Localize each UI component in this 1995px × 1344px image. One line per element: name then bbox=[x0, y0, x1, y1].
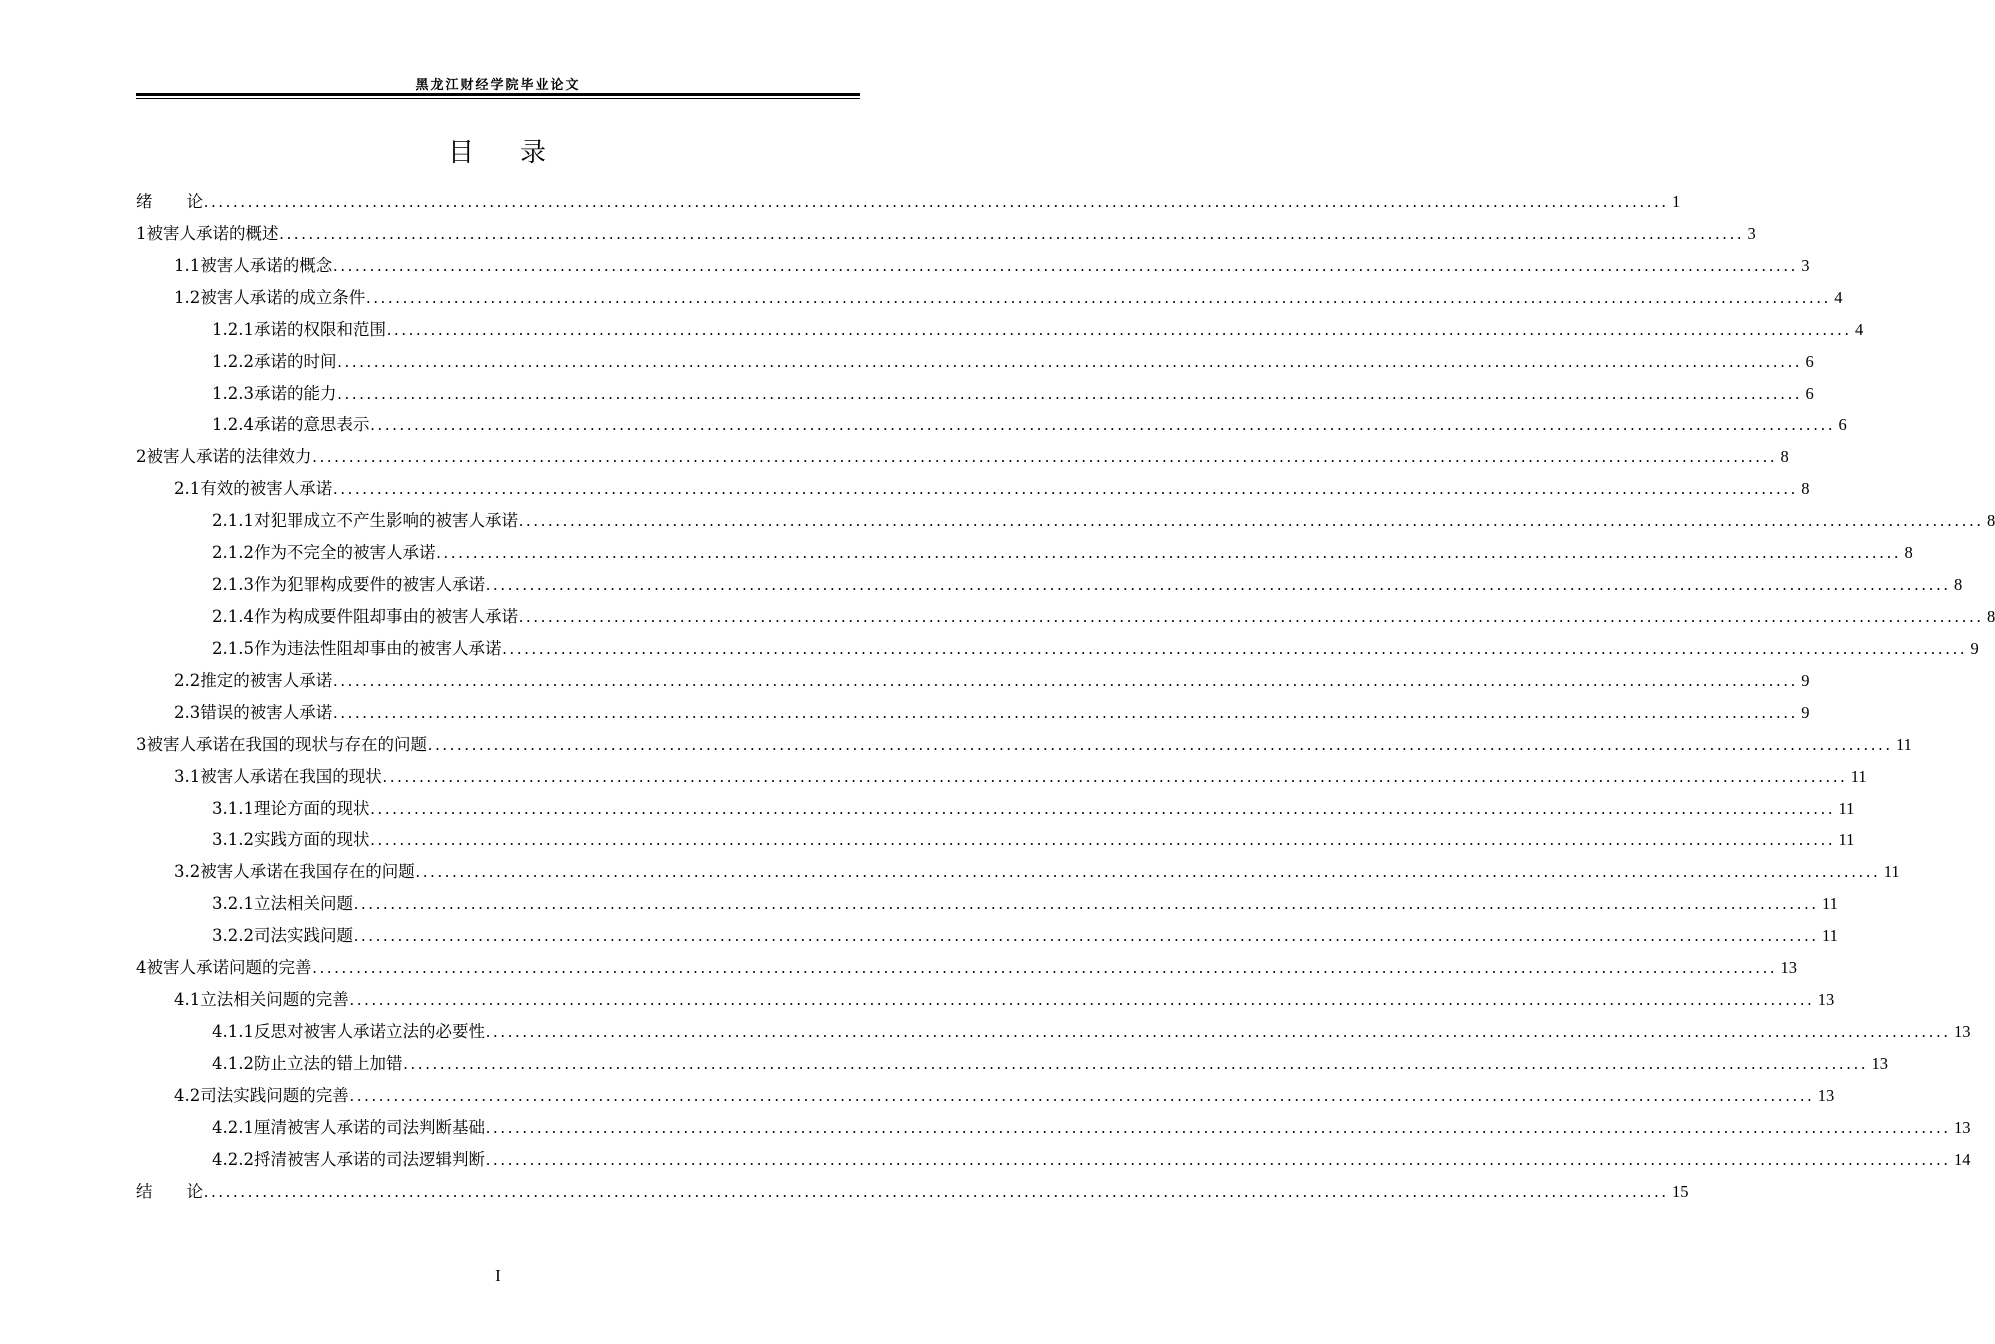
toc-entry-number: 2.1.4 bbox=[212, 606, 254, 626]
toc-entry-label: 承诺的时间 bbox=[253, 351, 337, 371]
toc-entry-label: 有效的被害人承诺 bbox=[200, 479, 333, 499]
toc-entry-number: 4.2.1 bbox=[212, 1117, 254, 1137]
toc-dot-leader: ........................................................................................................................................................................................................ bbox=[366, 287, 1832, 307]
toc-dot-leader: ........................................................................................................................................................................................................ bbox=[349, 1085, 1815, 1105]
toc-entry-page: 11 bbox=[1821, 894, 1838, 914]
toc-entry-label: 作为不完全的被害人承诺 bbox=[253, 543, 436, 563]
toc-entry-number: 4.1.2 bbox=[212, 1053, 254, 1073]
toc-entry-page: 3 bbox=[1747, 223, 1756, 243]
toc-entry-label: 司法实践问题 bbox=[253, 926, 353, 946]
toc-entry[interactable] bbox=[136, 443, 1789, 475]
toc-entry-page: 9 bbox=[1801, 702, 1810, 722]
toc-entry[interactable] bbox=[136, 858, 1900, 890]
toc-dot-leader: ........................................................................................................................................................................................................ bbox=[312, 447, 1778, 467]
toc-entry[interactable] bbox=[136, 188, 1681, 220]
toc-entry-number: 1.2.4 bbox=[212, 415, 254, 435]
toc-entry-page: 6 bbox=[1805, 351, 1814, 371]
toc-entry[interactable] bbox=[136, 220, 1756, 252]
toc-entry-number: 3.1.1 bbox=[212, 798, 254, 818]
toc-entry[interactable] bbox=[136, 571, 1963, 603]
toc-entry[interactable] bbox=[136, 475, 1810, 507]
toc-entry-number: 2.1 bbox=[174, 479, 201, 499]
toc-entry[interactable] bbox=[136, 986, 1835, 1018]
toc-entry-label: 理论方面的现状 bbox=[253, 798, 370, 818]
toc-entry-page: 9 bbox=[1970, 638, 1979, 658]
toc-dot-leader: ........................................................................................................................................................................................................ bbox=[204, 192, 1669, 211]
toc-entry-label: 捋清被害人承诺的司法逻辑判断 bbox=[253, 1149, 485, 1169]
toc-entry-label: 被害人承诺的成立条件 bbox=[200, 287, 366, 307]
toc-dot-leader: ........................................................................................................................................................................................................ bbox=[415, 862, 1881, 882]
toc-dot-leader: ........................................................................................................................................................................................................ bbox=[518, 606, 1984, 626]
toc-entry[interactable] bbox=[136, 1018, 1971, 1050]
toc-entry-page: 4 bbox=[1834, 287, 1843, 307]
toc-entry[interactable] bbox=[136, 954, 1797, 986]
toc-entry[interactable] bbox=[136, 1146, 1971, 1178]
toc-entry-label: 被害人承诺在我国的现状与存在的问题 bbox=[146, 734, 427, 754]
toc-entry-label: 作为犯罪构成要件的被害人承诺 bbox=[253, 575, 485, 595]
toc-dot-leader: ........................................................................................................................................................................................................ bbox=[485, 1117, 1951, 1137]
toc-entry-label: 司法实践问题的完善 bbox=[200, 1085, 349, 1105]
toc-entry-label: 被害人承诺的法律效力 bbox=[146, 447, 312, 467]
toc-entry-number: 4 bbox=[136, 958, 147, 978]
toc-entry-page: 8 bbox=[1953, 575, 1963, 595]
toc-entry-number: 2.1.2 bbox=[212, 543, 254, 563]
toc-entry-page: 14 bbox=[1953, 1149, 1971, 1169]
toc-entry-page: 8 bbox=[1986, 511, 1995, 531]
toc-title bbox=[136, 132, 860, 169]
toc-entry[interactable] bbox=[136, 699, 1810, 731]
toc-entry-label: 结 论 bbox=[136, 1181, 203, 1201]
toc-entry-page: 8 bbox=[1801, 479, 1810, 499]
toc-entry-number: 2.1.1 bbox=[212, 511, 254, 531]
toc-entry-number: 1.2.2 bbox=[212, 351, 254, 371]
toc-entry-page: 6 bbox=[1838, 415, 1847, 435]
toc-dot-leader: ........................................................................................................................................................................................................ bbox=[382, 766, 1848, 786]
toc-entry-number: 3.2 bbox=[174, 862, 201, 882]
toc-entry-label: 被害人承诺的概述 bbox=[146, 223, 279, 243]
toc-entry[interactable] bbox=[136, 795, 1855, 827]
toc-dot-leader: ........................................................................................................................................................................................................ bbox=[349, 990, 1815, 1010]
toc-dot-leader: ........................................................................................................................................................................................................ bbox=[333, 479, 1799, 499]
toc-entry[interactable] bbox=[136, 635, 1979, 667]
header-rule-thin bbox=[136, 98, 860, 99]
toc-entry-label: 对犯罪成立不产生影响的被害人承诺 bbox=[253, 511, 518, 531]
toc-entry-page: 11 bbox=[1821, 926, 1838, 946]
toc-entry-page: 8 bbox=[1780, 447, 1789, 467]
toc-entry-number: 3.2.2 bbox=[212, 926, 254, 946]
toc-dot-leader: ........................................................................................................................................................................................................ bbox=[279, 223, 1745, 243]
toc-entry-label: 错误的被害人承诺 bbox=[200, 702, 333, 722]
toc-entry-label: 承诺的能力 bbox=[253, 383, 337, 403]
toc-entry-number: 3 bbox=[136, 734, 147, 754]
toc-entry-label: 立法相关问题的完善 bbox=[200, 990, 349, 1010]
toc-entry-number: 3.2.1 bbox=[212, 894, 254, 914]
toc-dot-leader: ........................................................................................................................................................................................................ bbox=[312, 958, 1778, 978]
toc-entry-page: 3 bbox=[1801, 255, 1810, 275]
toc-entry-page: 13 bbox=[1871, 1053, 1888, 1073]
toc-entry[interactable] bbox=[136, 890, 1838, 922]
page-number: I bbox=[495, 1266, 501, 1285]
toc-entry-number: 4.1.1 bbox=[212, 1021, 254, 1041]
toc-entry-number: 3.1.2 bbox=[212, 830, 254, 850]
toc-entry[interactable] bbox=[136, 316, 1864, 348]
toc-dot-leader: ........................................................................................................................................................................................................ bbox=[428, 734, 1893, 754]
toc-dot-leader: ........................................................................................................................................................................................................ bbox=[204, 1181, 1669, 1201]
toc-dot-leader: ........................................................................................................................................................................................................ bbox=[370, 415, 1836, 435]
toc-entry-label: 承诺的权限和范围 bbox=[253, 319, 386, 339]
toc-entry[interactable] bbox=[136, 380, 1814, 412]
toc-dot-leader: ........................................................................................................................................................................................................ bbox=[436, 543, 1902, 563]
toc-entry-number: 2.1.3 bbox=[212, 575, 254, 595]
toc-entry[interactable] bbox=[136, 603, 1995, 635]
toc-title-part2: 录 bbox=[520, 138, 549, 168]
toc-entry-number: 4.2 bbox=[174, 1085, 201, 1105]
toc-entry-label: 防止立法的错上加错 bbox=[253, 1053, 403, 1073]
toc-dot-leader: ........................................................................................................................................................................................................ bbox=[502, 638, 1968, 658]
toc-entry-number: 1 bbox=[136, 223, 147, 243]
toc-entry-page: 9 bbox=[1801, 670, 1810, 690]
toc-dot-leader: ........................................................................................................................................................................................................ bbox=[353, 926, 1819, 946]
toc-dot-leader: ........................................................................................................................................................................................................ bbox=[337, 351, 1803, 371]
toc-entry-page: 13 bbox=[1780, 958, 1797, 978]
toc-entry[interactable] bbox=[136, 411, 1847, 443]
toc-dot-leader: ........................................................................................................................................................................................................ bbox=[485, 1149, 1951, 1169]
toc-entry-label: 被害人承诺的概念 bbox=[200, 255, 333, 275]
toc-entry-label: 被害人承诺在我国存在的问题 bbox=[200, 862, 415, 882]
toc-entry[interactable] bbox=[136, 252, 1810, 284]
toc-entry-page: 11 bbox=[1883, 862, 1900, 882]
toc-entry[interactable] bbox=[136, 539, 1913, 571]
toc-dot-leader: ........................................................................................................................................................................................................ bbox=[370, 830, 1836, 850]
toc-entry-page: 6 bbox=[1805, 383, 1814, 403]
toc-entry-label: 立法相关问题 bbox=[253, 894, 353, 914]
toc-entry-number: 1.2.3 bbox=[212, 383, 254, 403]
toc-entry-number: 2.1.5 bbox=[212, 638, 254, 658]
toc-entry-number: 4.2.2 bbox=[212, 1149, 254, 1169]
toc-entry-label: 被害人承诺问题的完善 bbox=[146, 958, 312, 978]
toc-dot-leader: ........................................................................................................................................................................................................ bbox=[485, 575, 1951, 595]
toc-entry-label: 厘清被害人承诺的司法判断基础 bbox=[253, 1117, 485, 1137]
toc-entry-label: 绪 论 bbox=[136, 192, 203, 211]
table-of-contents bbox=[136, 188, 1995, 1210]
toc-entry[interactable] bbox=[136, 922, 1838, 954]
toc-entry-label: 推定的被害人承诺 bbox=[200, 670, 333, 690]
toc-dot-leader: ........................................................................................................................................................................................................ bbox=[337, 383, 1803, 403]
toc-dot-leader: ........................................................................................................................................................................................................ bbox=[386, 319, 1852, 339]
toc-entry-label: 作为构成要件阻却事由的被害人承诺 bbox=[253, 606, 518, 626]
header-rule-thick bbox=[136, 93, 860, 96]
toc-entry[interactable] bbox=[136, 1082, 1835, 1114]
toc-entry-page: 11 bbox=[1838, 830, 1855, 850]
toc-entry[interactable] bbox=[136, 667, 1810, 699]
toc-entry-page: 13 bbox=[1953, 1021, 1971, 1041]
toc-entry-page: 13 bbox=[1817, 990, 1835, 1010]
toc-entry-page: 13 bbox=[1817, 1085, 1835, 1105]
toc-entry-label: 承诺的意思表示 bbox=[253, 415, 370, 435]
toc-dot-leader: ........................................................................................................................................................................................................ bbox=[485, 1021, 1951, 1041]
toc-entry[interactable] bbox=[136, 1114, 1971, 1146]
toc-dot-leader: ........................................................................................................................................................................................................ bbox=[333, 670, 1799, 690]
toc-entry-page: 11 bbox=[1838, 798, 1855, 818]
toc-entry-number: 2 bbox=[136, 447, 147, 467]
toc-entry-label: 反思对被害人承诺立法的必要性 bbox=[253, 1021, 485, 1041]
toc-entry-page: 8 bbox=[1904, 543, 1913, 563]
toc-entry-page: 15 bbox=[1672, 1181, 1689, 1201]
toc-entry-page: 8 bbox=[1986, 606, 1995, 626]
toc-entry-number: 3.1 bbox=[174, 766, 201, 786]
toc-entry-number: 1.2 bbox=[174, 287, 201, 307]
toc-entry[interactable] bbox=[136, 763, 1867, 795]
toc-dot-leader: ........................................................................................................................................................................................................ bbox=[370, 798, 1836, 818]
toc-entry[interactable] bbox=[136, 348, 1814, 380]
toc-entry-number: 2.2 bbox=[174, 670, 201, 690]
toc-entry-page: 11 bbox=[1896, 734, 1912, 754]
toc-entry-label: 被害人承诺在我国的现状 bbox=[200, 766, 382, 786]
toc-entry-label: 实践方面的现状 bbox=[253, 830, 370, 850]
toc-entry-page: 13 bbox=[1953, 1117, 1971, 1137]
toc-entry-page: 1 bbox=[1672, 192, 1681, 211]
toc-entry-number: 2.3 bbox=[174, 702, 201, 722]
toc-dot-leader: ........................................................................................................................................................................................................ bbox=[403, 1053, 1869, 1073]
toc-entry-number: 1.2.1 bbox=[212, 319, 254, 339]
toc-dot-leader: ........................................................................................................................................................................................................ bbox=[518, 511, 1984, 531]
running-header: 黑龙江财经学院毕业论文 bbox=[415, 78, 581, 93]
toc-entry[interactable] bbox=[136, 826, 1855, 858]
toc-entry[interactable] bbox=[136, 1178, 1689, 1210]
toc-entry-page: 11 bbox=[1850, 766, 1867, 786]
toc-entry-label: 作为违法性阻却事由的被害人承诺 bbox=[253, 638, 502, 658]
toc-entry-number: 4.1 bbox=[174, 990, 201, 1010]
toc-entry[interactable] bbox=[136, 731, 1912, 763]
toc-entry[interactable] bbox=[136, 1050, 1888, 1082]
toc-entry-page: 4 bbox=[1854, 319, 1864, 339]
toc-title-part1: 目 bbox=[447, 138, 476, 168]
toc-entry-number: 1.1 bbox=[174, 255, 201, 275]
toc-dot-leader: ........................................................................................................................................................................................................ bbox=[333, 702, 1799, 722]
toc-entry[interactable] bbox=[136, 284, 1843, 316]
toc-entry[interactable] bbox=[136, 507, 1995, 539]
toc-dot-leader: ........................................................................................................................................................................................................ bbox=[333, 255, 1799, 275]
toc-dot-leader: ........................................................................................................................................................................................................ bbox=[353, 894, 1819, 914]
